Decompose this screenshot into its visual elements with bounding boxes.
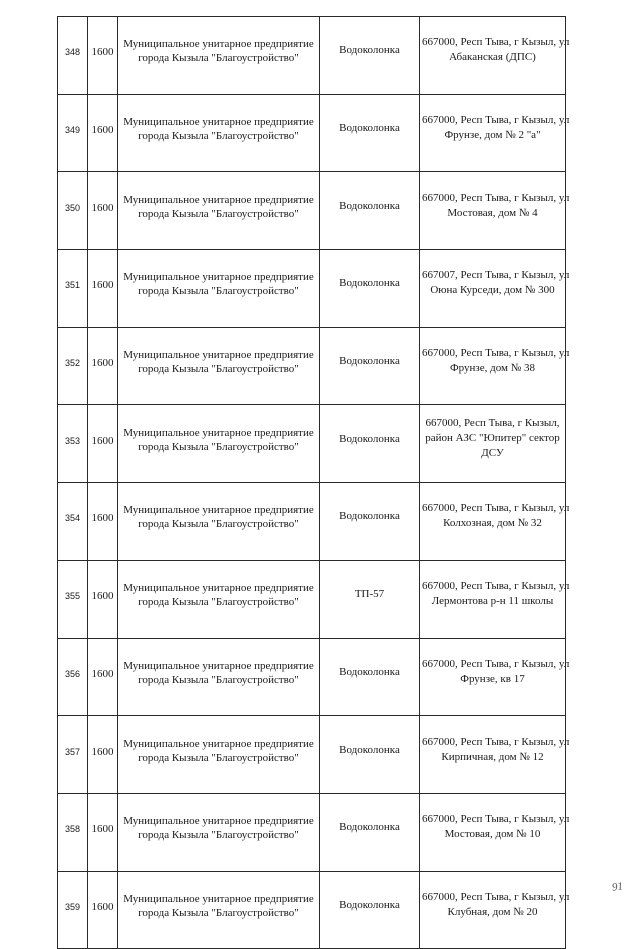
power-cell: 1600 [88, 405, 118, 483]
address-line: Кирпичная, дом № 12 [441, 750, 544, 763]
address-cell [420, 94, 570, 172]
power-cell: 1600 [88, 560, 118, 638]
table-row [58, 327, 566, 405]
object-cell: Водоколонка [320, 17, 420, 95]
organization-line: города Кызыла "Благоустройство" [138, 52, 299, 65]
organization-line: Муниципальное унитарное предприятие [123, 737, 314, 750]
address-line: 667000, Респ Тыва, г Кызыл, ул [422, 114, 570, 127]
power-cell: 1600 [88, 483, 118, 561]
address-line: 667000, Респ Тыва, г Кызыл, ул [422, 36, 570, 49]
address-line: Абаканская (ДПС) [449, 51, 536, 64]
row-number-cell: 349 [58, 94, 88, 172]
table-row [58, 793, 566, 871]
organization-line: города Кызыла "Благоустройство" [138, 829, 299, 842]
organization-line: города Кызыла "Благоустройство" [138, 285, 299, 298]
object-cell: Водоколонка [320, 250, 420, 328]
table-row [58, 250, 566, 328]
organization-line: города Кызыла "Благоустройство" [138, 363, 299, 376]
table-row [58, 17, 566, 95]
table-row [58, 172, 566, 250]
address-cell [420, 638, 570, 716]
address-cell [420, 871, 570, 949]
power-cell: 1600 [88, 871, 118, 949]
object-cell: Водоколонка [320, 871, 420, 949]
address-cell [420, 327, 570, 405]
object-cell: Водоколонка [320, 405, 420, 483]
address-line: 667000, Респ Тыва, г Кызыл, ул [422, 813, 570, 826]
address-line: 667000, Респ Тыва, г Кызыл, ул [422, 657, 570, 670]
organization-line: Муниципальное унитарное предприятие [123, 815, 314, 828]
organization-line: Муниципальное унитарное предприятие [123, 38, 314, 51]
address-line: 667000, Респ Тыва, г Кызыл, ул [422, 890, 570, 903]
organization-line: города Кызыла "Благоустройство" [138, 440, 299, 453]
organization-cell [118, 871, 320, 949]
address-cell [420, 17, 570, 95]
organization-line: Муниципальное унитарное предприятие [123, 892, 314, 905]
organization-line: Муниципальное унитарное предприятие [123, 349, 314, 362]
address-line: Клубная, дом № 20 [447, 905, 538, 918]
power-cell: 1600 [88, 638, 118, 716]
organization-cell [118, 483, 320, 561]
organization-cell [118, 560, 320, 638]
address-line: 667000, Респ Тыва, г Кызыл, ул [422, 502, 570, 515]
organization-line: города Кызыла "Благоустройство" [138, 207, 299, 220]
object-cell: Водоколонка [320, 94, 420, 172]
power-cell: 1600 [88, 250, 118, 328]
power-cell: 1600 [88, 716, 118, 794]
power-cell: 1600 [88, 17, 118, 95]
object-cell: Водоколонка [320, 327, 420, 405]
power-cell: 1600 [88, 327, 118, 405]
row-number-cell: 354 [58, 483, 88, 561]
table-row [58, 638, 566, 716]
address-cell [420, 483, 570, 561]
page-number-mark: 91 [611, 880, 624, 894]
organization-cell [118, 250, 320, 328]
row-number-cell: 348 [58, 17, 88, 95]
table-row [58, 716, 566, 794]
address-line: 667007, Респ Тыва, г Кызыл, ул [422, 269, 570, 282]
address-line: Колхозная, дом № 32 [443, 517, 542, 530]
row-number-cell: 350 [58, 172, 88, 250]
address-line: Фрунзе, дом № 38 [449, 362, 535, 375]
object-cell: Водоколонка [320, 638, 420, 716]
address-line: 667000, Респ Тыва, г Кызыл, [425, 417, 560, 430]
address-cell [420, 716, 570, 794]
address-cell [420, 560, 570, 638]
organization-cell [118, 94, 320, 172]
object-cell: Водоколонка [320, 172, 420, 250]
organization-line: Муниципальное унитарное предприятие [123, 193, 314, 206]
row-number-cell: 356 [58, 638, 88, 716]
table-body [58, 17, 570, 949]
address-cell [420, 172, 570, 250]
organization-line: Муниципальное унитарное предприятие [123, 426, 314, 439]
address-cell [420, 793, 570, 871]
address-line: 667000, Респ Тыва, г Кызыл, ул [422, 191, 570, 204]
address-line: 667000, Респ Тыва, г Кызыл, ул [422, 735, 570, 748]
row-number-cell: 351 [58, 250, 88, 328]
organization-cell [118, 172, 320, 250]
organization-line: Муниципальное унитарное предприятие [123, 659, 314, 672]
organization-line: Муниципальное унитарное предприятие [123, 582, 314, 595]
organization-line: города Кызыла "Благоустройство" [138, 130, 299, 143]
address-line: район АЗС "Юпитер" сектор [425, 432, 560, 445]
organization-line: города Кызыла "Благоустройство" [138, 518, 299, 531]
organization-line: города Кызыла "Благоустройство" [138, 596, 299, 609]
address-line: Мостовая, дом № 10 [444, 828, 541, 841]
power-cell: 1600 [88, 172, 118, 250]
address-line: Фрунзе, дом № 2 "а" [444, 129, 541, 142]
organization-line: города Кызыла "Благоустройство" [138, 673, 299, 686]
organization-cell [118, 17, 320, 95]
organization-cell [118, 327, 320, 405]
address-line: ДСУ [481, 447, 504, 460]
table-row [58, 871, 566, 949]
organization-cell [118, 716, 320, 794]
address-line: Мостовая, дом № 4 [447, 206, 538, 219]
organization-line: Муниципальное унитарное предприятие [123, 116, 314, 129]
object-cell: Водоколонка [320, 716, 420, 794]
organization-cell [118, 793, 320, 871]
address-line: 667000, Респ Тыва, г Кызыл, ул [422, 347, 570, 360]
row-number-cell: 357 [58, 716, 88, 794]
address-line: Оюна Курседи, дом № 300 [430, 284, 555, 297]
organization-line: Муниципальное унитарное предприятие [123, 271, 314, 284]
organization-line: города Кызыла "Благоустройство" [138, 751, 299, 764]
row-number-cell: 355 [58, 560, 88, 638]
address-line: Фрунзе, кв 17 [460, 672, 525, 685]
registry-table [57, 16, 570, 949]
row-number-cell: 352 [58, 327, 88, 405]
address-line: 667000, Респ Тыва, г Кызыл, ул [422, 580, 570, 593]
object-cell: Водоколонка [320, 483, 420, 561]
table-row [58, 560, 566, 638]
table-row [58, 405, 566, 483]
organization-cell [118, 638, 320, 716]
row-number-cell: 353 [58, 405, 88, 483]
power-cell: 1600 [88, 793, 118, 871]
row-number-cell: 359 [58, 871, 88, 949]
power-cell: 1600 [88, 94, 118, 172]
organization-cell [118, 405, 320, 483]
organization-line: города Кызыла "Благоустройство" [138, 906, 299, 919]
object-cell: ТП-57 [320, 560, 420, 638]
row-number-cell: 358 [58, 793, 88, 871]
address-cell [420, 405, 566, 483]
object-cell: Водоколонка [320, 793, 420, 871]
table-row [58, 483, 566, 561]
organization-line: Муниципальное унитарное предприятие [123, 504, 314, 517]
address-cell [420, 250, 570, 328]
table-row [58, 94, 566, 172]
address-line: Лермонтова р-н 11 школы [431, 595, 554, 608]
